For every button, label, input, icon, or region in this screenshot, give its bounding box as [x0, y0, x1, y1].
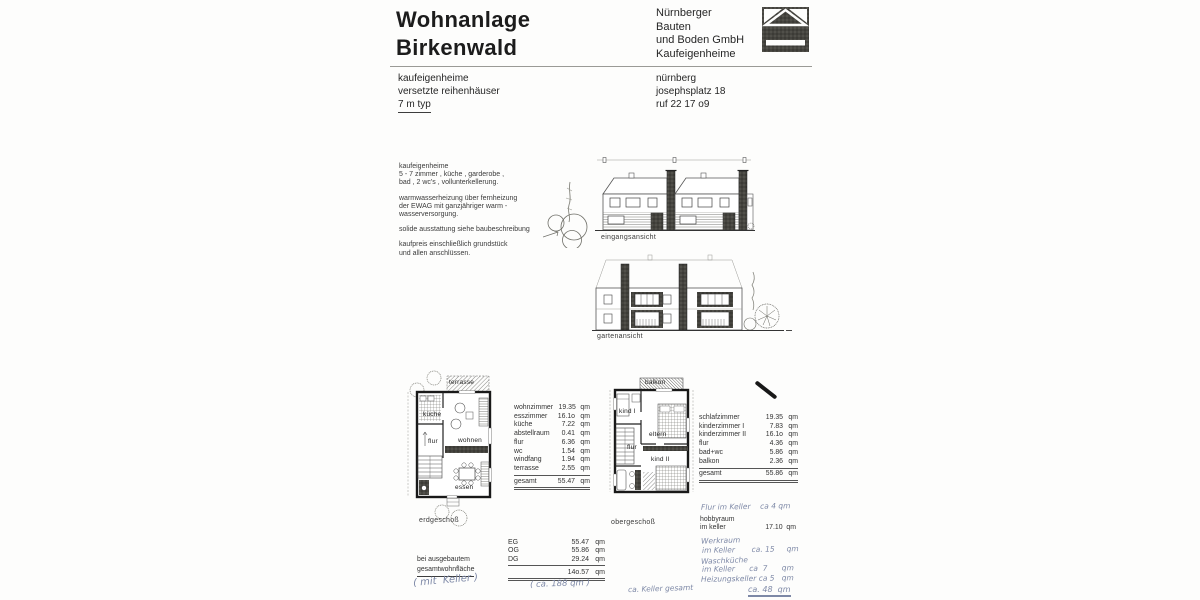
entrance-elevation-drawing: [595, 156, 755, 234]
room-label-kind1: kind I: [619, 408, 636, 415]
hobbyraum-block: [700, 516, 796, 533]
table-row: flur 4.36 qm: [699, 440, 798, 448]
table-row: abstellraum 0.41 qm: [514, 430, 590, 438]
handwritten-heizungskeller: Heizungskeller ca 5 qm: [700, 573, 794, 584]
table-row: esszimmer 16.1o qm: [514, 412, 590, 420]
house-logo-icon: [762, 7, 809, 52]
ground-floor-caption: erdgeschoß: [419, 517, 459, 524]
handwritten-werkraum: Werkraum: [700, 535, 741, 546]
hobbyraum-line: hobbyraum: [700, 516, 735, 523]
handwritten-mit-keller: ( mit Keller ): [412, 572, 479, 589]
table-total-row: gesamt 55.86 qm: [699, 468, 798, 483]
table-row: balkon 2.36 qm: [699, 457, 798, 465]
description-paragraph: warmwasserheizung über fernheizung der EWAG mit ganzjähriger warm - wasserversorgung.: [399, 194, 518, 219]
table-row: bad+wc 5.86 qm: [699, 448, 798, 456]
table-row: terrasse 2.55 qm: [514, 464, 590, 472]
ground-floor-plan-drawing: [403, 368, 508, 528]
pen-ink-mark: [755, 380, 778, 399]
handwritten-keller-total: ca. 48 qm: [748, 585, 791, 597]
room-label-wohnen: wohnen: [458, 437, 482, 444]
upper-floor-plan-drawing: [608, 368, 703, 528]
upper-floor-caption: obergeschoß: [611, 519, 656, 526]
table-row: windfang 1.94 qm: [514, 456, 590, 464]
room-label-kind2: kind II: [651, 456, 670, 463]
project-line: kaufeigenheime: [398, 73, 469, 84]
handwritten-waschkueche-value: im Keller ca 7 qm: [701, 563, 794, 574]
room-label-eltern: eltern: [649, 431, 667, 438]
tree-sketch: [543, 176, 599, 248]
page-title-line1: Wohnanlage: [396, 7, 531, 32]
entrance-elevation-label: eingangsansicht: [601, 234, 657, 241]
page-title: [396, 6, 530, 62]
garden-elevation-label: gartenansicht: [597, 333, 643, 340]
page-title-line2: Birkenwald: [396, 35, 518, 60]
address-line: ruf 22 17 o9: [656, 99, 710, 110]
table-row: küche 7.22 qm: [514, 421, 590, 429]
handwritten-keller-gesamt: ca. Keller gesamt: [627, 582, 694, 595]
header-divider: [390, 66, 812, 67]
address-block: [656, 72, 726, 111]
room-label-kueche: küche: [423, 411, 442, 418]
address-line: nürnberg: [656, 73, 697, 84]
handwritten-ca-188: ( ca. 188 qm ): [529, 577, 591, 591]
table-row: wohnzimmer 19.35 qm: [514, 404, 590, 411]
table-row: schlafzimmer 19.35 qm: [699, 414, 798, 421]
eg-area-table: [514, 404, 590, 490]
project-type-underlined: 7 m typ: [398, 98, 431, 113]
hobbyraum-row: im keller 17.10 qm: [700, 524, 796, 532]
handwritten-waschkueche: Waschküche: [700, 555, 749, 566]
handwritten-flur-keller: Flur im Keller ca 4 qm: [700, 501, 791, 512]
description-paragraph: kaufpreis einschließlich grundstück und allen anschlüssen.: [399, 241, 508, 257]
footnote-line: bei ausgebautem: [417, 556, 470, 563]
room-label-flur: flur: [428, 438, 438, 445]
project-line: versetzte reihenhäuser: [398, 86, 500, 97]
table-row: kinderzimmer II 16.1o qm: [699, 431, 798, 439]
company-line: Kaufeigenheime: [656, 47, 736, 60]
room-label-og-flur: flur: [627, 444, 637, 451]
garden-elevation-drawing: [592, 254, 795, 334]
room-label-balkon: balkon: [645, 379, 666, 386]
summary-total-row: 14o.57 qm: [508, 569, 605, 581]
table-row: wc 1.54 qm: [514, 447, 590, 455]
room-label-essen: essen: [455, 484, 474, 491]
address-line: josephsplatz 18: [656, 86, 726, 97]
table-row: flur 6.36 qm: [514, 438, 590, 446]
company-line: und Boden GmbH: [656, 34, 745, 46]
room-label-terrasse: terrasse: [449, 379, 475, 386]
company-line: Nürnberger: [656, 7, 712, 19]
company-line: Bauten: [656, 20, 691, 33]
footnote-underlined: gesamtwohnfläche: [417, 566, 474, 576]
og-area-table: [699, 414, 798, 483]
company-name-block: [656, 7, 744, 61]
company-logo: [762, 7, 809, 52]
summary-row: OG 55.86 qm: [508, 547, 605, 555]
summary-row: EG 55.47 qm: [508, 539, 605, 546]
description-paragraph: kaufeigenheime 5 - 7 zimmer , küche , garderobe , bad , 2 wc's , vollunterkellerung.: [399, 163, 505, 187]
table-total-row: gesamt 55.47 qm: [514, 475, 590, 490]
project-type-block: [398, 72, 500, 113]
handwritten-werkraum-value: im Keller ca. 15 qm: [701, 544, 799, 555]
table-row: kinderzimmer I 7.83 qm: [699, 422, 798, 430]
summary-table: [508, 539, 605, 581]
description-paragraph: solide ausstattung siehe baubeschreibung: [399, 226, 530, 234]
summary-row: DG 29.24 qm: [508, 556, 605, 566]
